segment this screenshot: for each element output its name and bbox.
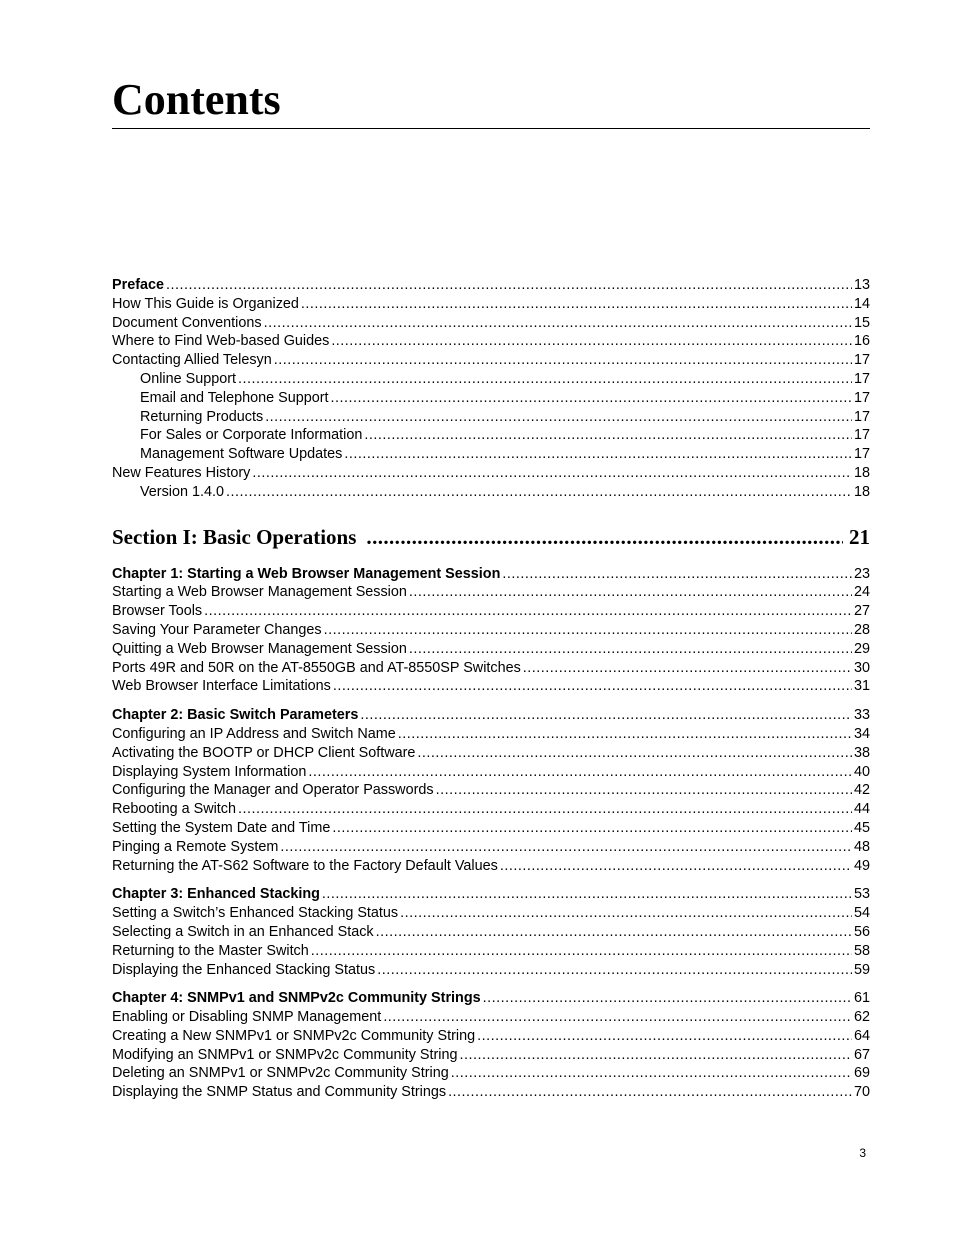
toc-entry-page: 64	[853, 1027, 870, 1044]
toc-entry-title: Configuring the Manager and Operator Passwords	[112, 782, 434, 799]
dot-leader	[265, 408, 852, 427]
toc-entry-title: Rebooting a Switch	[112, 801, 236, 818]
toc-entry-title: Displaying System Information	[112, 763, 307, 780]
toc-entry-title: Email and Telephone Support	[140, 389, 329, 406]
toc-entry[interactable]	[112, 314, 870, 333]
toc-entry-title: Where to Find Web-based Guides	[112, 333, 330, 350]
toc-entry-page: 21	[849, 524, 870, 549]
toc-entry-page: 17	[853, 446, 870, 463]
dot-leader	[377, 961, 852, 980]
toc-entry[interactable]	[112, 857, 870, 876]
toc-entry-page: 62	[853, 1009, 870, 1026]
dot-leader	[500, 857, 852, 876]
toc-entry-page: 29	[853, 640, 870, 657]
toc-entry-title: Ports 49R and 50R on the AT-8550GB and AT-8550SP Switches	[112, 659, 521, 676]
dot-leader	[360, 706, 852, 725]
toc-entry-title: Returning the AT-S62 Software to the Factory Default Values	[112, 857, 498, 874]
toc-entry-title: Web Browser Interface Limitations	[112, 678, 331, 695]
toc-chapter-entry[interactable]	[112, 706, 870, 725]
dot-leader	[451, 1064, 852, 1083]
toc-entry-page: 54	[853, 905, 870, 922]
toc-entry-title: Preface	[112, 277, 165, 293]
toc-entry-page: 23	[853, 565, 870, 582]
toc-entry-page: 16	[853, 333, 870, 350]
toc-entry-page: 27	[853, 603, 870, 620]
toc-entry[interactable]	[112, 408, 870, 427]
toc-entry-page: 17	[853, 389, 870, 406]
toc-entry-title: Modifying an SNMPv1 or SNMPv2c Community String	[112, 1046, 458, 1063]
toc-entry-page: 70	[853, 1084, 870, 1101]
toc-entry-page: 38	[853, 744, 870, 761]
dot-leader	[322, 885, 852, 904]
toc-entry[interactable]	[112, 904, 870, 923]
toc-entry-title: Browser Tools	[112, 603, 203, 620]
dot-leader	[448, 1083, 852, 1102]
toc-entry-title: Chapter 3: Enhanced Stacking	[112, 886, 320, 903]
toc-entry[interactable]	[112, 621, 870, 640]
dot-leader	[333, 677, 852, 696]
toc-entry[interactable]	[112, 332, 870, 351]
dot-leader	[238, 800, 852, 819]
toc-entry-title: Activating the BOOTP or DHCP Client Software	[112, 744, 416, 761]
toc-entry[interactable]	[112, 942, 870, 961]
toc-entry-title: Starting a Web Browser Management Session	[112, 584, 407, 601]
toc-entry-title: Deleting an SNMPv1 or SNMPv2c Community String	[112, 1065, 449, 1082]
dot-leader	[364, 426, 852, 445]
toc-entry-page: 40	[853, 763, 870, 780]
dot-leader	[409, 640, 852, 659]
dot-leader	[409, 583, 852, 602]
toc-entry-page: 53	[853, 886, 870, 903]
toc-entry-page: 45	[853, 819, 870, 836]
toc-entry[interactable]	[112, 602, 870, 621]
toc-entry-title: Creating a New SNMPv1 or SNMPv2c Community String	[112, 1027, 476, 1044]
toc-entry-title: Saving Your Parameter Changes	[112, 621, 322, 638]
toc-entry[interactable]	[112, 677, 870, 696]
toc-entry[interactable]	[112, 781, 870, 800]
toc-entry-page: 34	[853, 725, 870, 742]
toc-entry-page: 49	[853, 857, 870, 874]
toc-entry-title: Chapter 1: Starting a Web Browser Management Session	[112, 565, 501, 582]
toc-chapter-entry[interactable]	[112, 885, 870, 904]
toc-entry-page: 44	[853, 801, 870, 818]
toc-entry[interactable]	[112, 763, 870, 782]
dot-leader	[332, 819, 852, 838]
toc-entry-page: 14	[853, 295, 870, 312]
dot-leader	[166, 276, 852, 295]
dot-leader	[436, 781, 852, 800]
toc-entry-page: 33	[853, 707, 870, 724]
dot-leader	[264, 314, 852, 333]
dot-leader	[204, 602, 852, 621]
dot-leader	[398, 725, 852, 744]
toc-entry-page: 58	[853, 942, 870, 959]
toc-entry-title: Chapter 4: SNMPv1 and SNMPv2c Community Strings	[112, 990, 481, 1007]
toc-entry[interactable]	[112, 961, 870, 980]
toc-entry[interactable]	[112, 659, 870, 678]
toc-entry-title: Returning Products	[140, 408, 264, 425]
dot-leader	[238, 370, 852, 389]
toc-section-entry[interactable]	[112, 523, 870, 551]
toc-entry-title: Selecting a Switch in an Enhanced Stack	[112, 923, 374, 940]
toc-entry[interactable]	[112, 744, 870, 763]
dot-leader	[344, 445, 852, 464]
dot-leader	[523, 659, 852, 678]
toc-entry-title: Configuring an IP Address and Switch Name	[112, 725, 396, 742]
toc-entry[interactable]	[112, 389, 870, 408]
dot-leader	[477, 1027, 852, 1046]
toc-entry-page: 69	[853, 1065, 870, 1082]
toc-entry[interactable]	[112, 1008, 870, 1027]
toc-entry-title: Document Conventions	[112, 314, 262, 331]
toc-entry-page: 13	[853, 277, 870, 293]
toc-entry-page: 17	[853, 352, 870, 369]
toc-entry-title: For Sales or Corporate Information	[140, 427, 363, 444]
dot-leader	[301, 295, 852, 314]
toc-entry-title: Chapter 2: Basic Switch Parameters	[112, 707, 359, 724]
toc-entry-title: New Features History	[112, 464, 251, 481]
toc-entry-title: Pinging a Remote System	[112, 838, 279, 855]
toc-entry-title: Version 1.4.0	[140, 483, 225, 500]
dot-leader	[331, 389, 852, 408]
toc-entry-title: Contacting Allied Telesyn	[112, 352, 272, 369]
dot-leader	[274, 351, 852, 370]
toc-entry-page: 17	[853, 370, 870, 387]
toc-entry-page: 18	[853, 464, 870, 481]
page-title: Contents	[112, 75, 281, 124]
dot-leader	[460, 1046, 852, 1065]
toc-entry-title: Displaying the SNMP Status and Community Strings	[112, 1084, 447, 1101]
toc-entry-title: Returning to the Master Switch	[112, 942, 309, 959]
toc-entry-title: Displaying the Enhanced Stacking Status	[112, 961, 376, 978]
toc-entry-title: Setting a Switch’s Enhanced Stacking Status	[112, 905, 399, 922]
dot-leader	[226, 483, 852, 502]
toc-entry[interactable]	[112, 923, 870, 942]
page-number: 3	[859, 1146, 866, 1160]
dot-leader	[324, 621, 852, 640]
toc-entry[interactable]	[112, 351, 870, 370]
toc-entry[interactable]	[112, 800, 870, 819]
toc-entry-page: 42	[853, 782, 870, 799]
toc-entry[interactable]	[112, 819, 870, 838]
toc-entry[interactable]	[112, 1046, 870, 1065]
toc-chapter-entry[interactable]	[112, 989, 870, 1008]
toc-entry[interactable]	[112, 640, 870, 659]
toc-entry-page: 56	[853, 923, 870, 940]
title-rule	[112, 128, 870, 129]
toc-entry[interactable]	[112, 725, 870, 744]
toc-chapter-entry[interactable]	[112, 565, 870, 584]
dot-leader	[280, 838, 852, 857]
toc-entry-page: 18	[853, 483, 870, 500]
toc-entry-page: 48	[853, 838, 870, 855]
toc-entry[interactable]	[112, 276, 870, 295]
toc-entry-page: 24	[853, 584, 870, 601]
toc-entry[interactable]	[112, 583, 870, 602]
toc-entry-title: Section I: Basic Operations	[112, 524, 357, 549]
toc-entry-page: 67	[853, 1046, 870, 1063]
table-of-contents	[112, 276, 870, 1102]
toc-entry[interactable]	[112, 370, 870, 389]
toc-entry[interactable]	[112, 464, 870, 483]
toc-entry-page: 30	[853, 659, 870, 676]
dot-leader	[383, 1008, 852, 1027]
toc-entry[interactable]	[112, 483, 870, 502]
toc-entry-title: Management Software Updates	[140, 446, 343, 463]
toc-entry-title: Online Support	[140, 370, 236, 387]
dot-leader	[308, 763, 852, 782]
toc-entry-page: 17	[853, 427, 870, 444]
dot-leader	[252, 464, 852, 483]
toc-entry-page: 28	[853, 621, 870, 638]
toc-entry[interactable]	[112, 445, 870, 464]
toc-entry-page: 15	[853, 314, 870, 331]
toc-entry-page: 31	[853, 678, 870, 695]
toc-entry-page: 17	[853, 408, 870, 425]
toc-entry-page: 59	[853, 961, 870, 978]
toc-entry[interactable]	[112, 1027, 870, 1046]
toc-entry-title: Enabling or Disabling SNMP Management	[112, 1009, 382, 1026]
toc-entry-page: 61	[853, 990, 870, 1007]
dot-leader	[502, 565, 852, 584]
toc-entry-title: Quitting a Web Browser Management Session	[112, 640, 407, 657]
dot-leader	[400, 904, 852, 923]
toc-entry-title: How This Guide is Organized	[112, 295, 299, 312]
toc-entry[interactable]	[112, 1083, 870, 1102]
dot-leader	[311, 942, 852, 961]
toc-entry-title: Setting the System Date and Time	[112, 819, 331, 836]
dot-leader	[483, 989, 852, 1008]
dot-leader	[366, 523, 843, 551]
dot-leader	[417, 744, 852, 763]
dot-leader	[376, 923, 852, 942]
dot-leader	[331, 332, 852, 351]
toc-entry[interactable]	[112, 1064, 870, 1083]
toc-entry[interactable]	[112, 838, 870, 857]
toc-entry[interactable]	[112, 426, 870, 445]
toc-entry[interactable]	[112, 295, 870, 314]
